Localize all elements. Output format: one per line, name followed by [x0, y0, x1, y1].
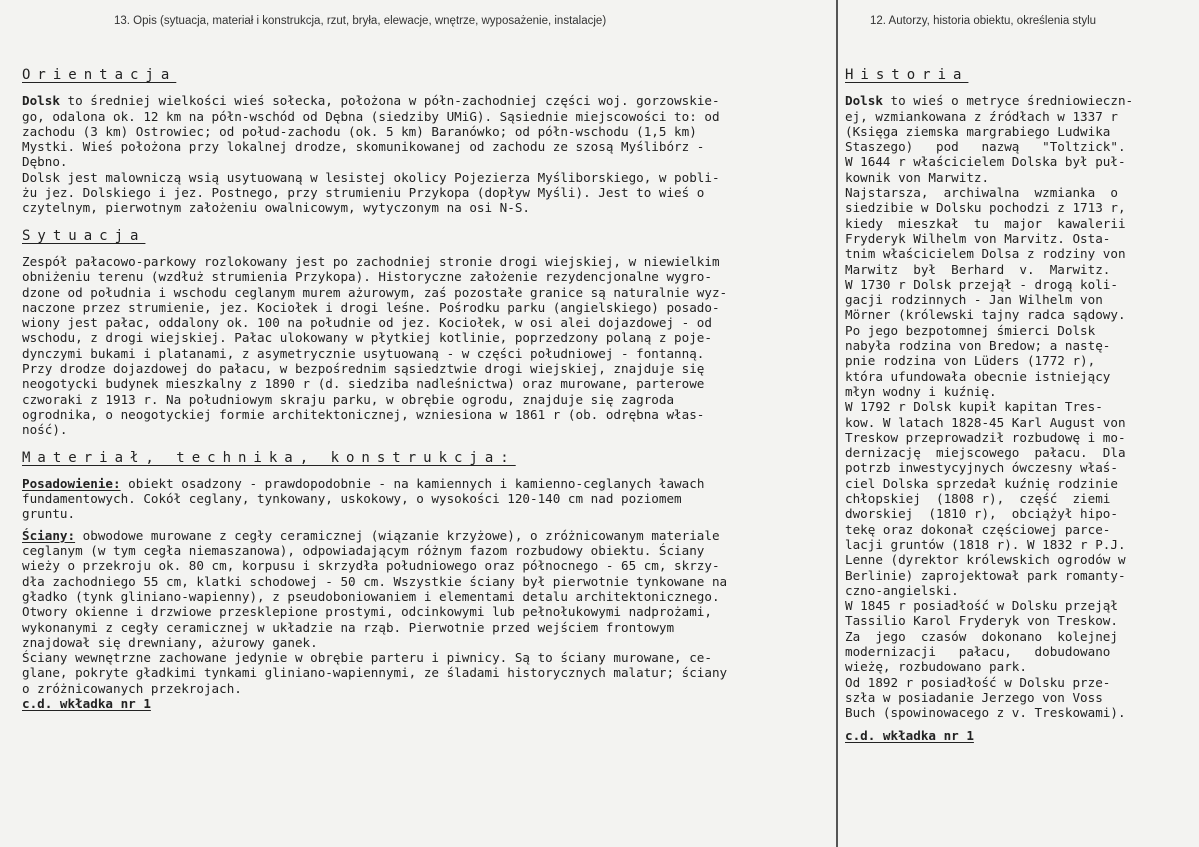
historia-text [845, 93, 1175, 720]
orientacja-line-text: czytelnym, pierwotnym założeniu owalnicowym, wytyczonym na osi N-S. [22, 200, 530, 216]
sytuacja-line: naczone przez strumienie, jez. Kociołek i drogi leśne. Pośrodku parku (angielskiego) posado- [22, 299, 720, 315]
historia-line: Fryderyk Wilhelm von Marvitz. Osta- [845, 230, 1111, 246]
sciany-line: wykonanymi z cegły ceramicznej w układzie na rząb. Pierwotnie przed wejściem frontowym [22, 619, 675, 635]
orientacja-line-text: go, odalona ok. 12 km na półn-wschód od Dębna (siedziby UMiG). Sąsiednie miejscowości to: od [22, 108, 720, 124]
historia-line: młyn wodny i kuźnię. [845, 383, 997, 399]
sciany-line: dła zachodniego 55 cm, klatki schodowej - 50 cm. Wszystkie ściany był pierwotnie tynkowane na [22, 573, 728, 589]
historia-line: Buch (spowinowacego z v. Treskowami). [845, 705, 1126, 721]
sytuacja-line: Zespół pałacowo-parkowy rozlokowany jest po zachodniej stronie drogi wiejskiej, w niewielkim [22, 253, 720, 269]
historia-line: Mörner (królewski tajny radca sądowy. [845, 307, 1126, 323]
orientacja-line [22, 93, 822, 108]
sytuacja-line: ogrodnika, o neogotyckiej formie architektonicznej, wzniesiona w 1861 r (ob. odrębna włas- [22, 406, 705, 422]
right-column-header: 12. Autorzy, historia obiektu, określenia stylu [870, 15, 1097, 27]
sciany-line: glane, pokryte gładkimi tynkami gliniano-wapiennymi, ze śladami historycznych malatur; ściany [22, 665, 728, 681]
historia-heading: Historia [845, 67, 969, 83]
posadowienie-section [22, 476, 822, 522]
historia-line: Za jego czasów dokonano kolejnej [845, 628, 1118, 644]
sciany-line: gładko (tynk gliniano-wapienny), z pseudoboniowaniem i elementami detalu architektonicznego. [22, 588, 720, 604]
orientacja-line [22, 200, 822, 215]
orientacja-line-text: Dolsk jest malowniczą wsią usytuowaną w lesistej okolicy Pojezierza Myśliborskiego, w pobli- [22, 169, 720, 185]
historia-line: W 1792 r Dolsk kupił kapitan Tres- [845, 399, 1103, 415]
historia-line: która ufundowała obecnie istniejący [845, 368, 1111, 384]
orientacja-line [22, 170, 822, 185]
historia-line: Tassilio Karol Fryderyk von Treskow. [845, 613, 1118, 629]
historia-line: chłopskiej (1808 r), część ziemi [845, 491, 1111, 507]
historia-line: tekę oraz dokonał częściowej parce- [845, 521, 1111, 537]
orientacja-line-text: to średniej wielkości wieś sołecka, położona w półn-zachodniej części woj. gorzowskie- [59, 93, 720, 109]
sciany-line: znajdował się drewniany, ażurowy ganek. [22, 634, 318, 650]
historia-line: W 1644 r właścicielem Dolska był puł- [845, 154, 1126, 170]
historia-line: modernizacji pałacu, dobudowano [845, 643, 1111, 659]
historia-line: czno-angielski. [845, 582, 959, 598]
right-column [845, 68, 1175, 744]
sciany-label: Ściany: [22, 527, 76, 543]
orientacja-line [22, 139, 822, 154]
historia-line: Staszego) pod nazwą "Toltzick". [845, 139, 1126, 155]
sciany-line: Otwory okienne i drzwiowe przesklepione prostymi, odcinkowymi lub pełnołukowymi nadprożami, [22, 604, 712, 620]
historia-line: ciel Dolska sprzedał kuźnię rodzinie [845, 475, 1118, 491]
historia-line: (Księga ziemska margrabiego Ludwika [845, 123, 1111, 139]
orientacja-line-text: Dębno. [22, 154, 68, 170]
historia-lead-word: Dolsk [845, 93, 883, 109]
historia-line: dernizację miejscowego pałacu. Dla [845, 445, 1126, 461]
column-divider [836, 0, 838, 847]
left-column [22, 68, 822, 711]
orientacja-text [22, 93, 822, 215]
historia-line: wieżę, rozbudowano park. [845, 659, 1027, 675]
historia-line: tnim właścicielem Dolsa z rodziny von [845, 246, 1126, 262]
orientacja-lead-word: Dolsk [22, 93, 60, 109]
orientacja-line [22, 154, 822, 169]
sytuacja-line: neogotycki budynek mieszkalny z 1890 r (d. siedziba nadleśnictwa) oraz murowane, parterowe [22, 376, 705, 392]
continued-note-right: c.d. wkładka nr 1 [845, 728, 974, 744]
historia-line: Berlinie) zaprojektował park romanty- [845, 567, 1126, 583]
sciany-line: wieży o przekroju ok. 80 cm, korpusu i skrzydła południowego oraz północnego - 65 cm, skrzy- [22, 558, 720, 574]
sytuacja-text [22, 254, 822, 438]
posadowienie-line: fundamentowych. Cokół ceglany, tynkowany, uskokowy, o wysokości 120-140 cm nad poziomem [22, 491, 682, 507]
sytuacja-line: czworaki z 1913 r. Na południowym skraju parku, w obrębie ogrodu, znajduje się zagroda [22, 391, 675, 407]
sytuacja-line: dzone od południa i wschodu ceglanym murem ażurowym, zaś pozostałe granice są naturalnie wyz- [22, 284, 728, 300]
left-column-header: 13. Opis (sytuacja, materiał i konstrukcja, rzut, bryła, elewacje, wnętrze, wyposażenie, instalacje) [114, 15, 607, 27]
historia-line: kiedy mieszkał tu major kawalerii [845, 215, 1126, 231]
historia-line: Najstarsza, archiwalna wzmianka o [845, 185, 1118, 201]
posadowienie-label: Posadowienie: [22, 475, 121, 491]
historia-line: W 1845 r posiadłość w Dolsku przejął [845, 598, 1118, 614]
orientacja-line-text: żu jez. Dolskiego i jez. Postnego, przy strumieniu Przykopa (dopływ Myśli). Jest to wieś o [22, 185, 705, 201]
sciany-line: ceglanym (w tym cegła niemaszanowa), odpowiadającym różnym fazom rozbudowy obiektu. Ściany [22, 543, 705, 559]
posadowienie-line: obiekt osadzony - prawdopodobnie - na kamiennych i kamienno-ceglanych ławach [120, 475, 705, 491]
historia-line: Po jego bezpotomnej śmierci Dolsk [845, 322, 1096, 338]
historia-line-first: Dolsk to wieś o metryce średniowieczn- [845, 93, 1134, 109]
historia-line: Lenne (dyrektor królewskich ogrodów w [845, 552, 1126, 568]
sytuacja-line: Przy drodze dojazdowej do pałacu, w bezpośrednim sąsiedztwie drogi wiejskiej, znajduje się [22, 361, 705, 377]
sciany-line: Ściany wewnętrzne zachowane jedynie w obrębie parteru i piwnicy. Są to ściany murowane, ce- [22, 650, 712, 666]
historia-line: siedzibie w Dolsku pochodzi z 1713 r, [845, 200, 1126, 216]
historia-line: gacji rodzinnych - Jan Wilhelm von [845, 292, 1103, 308]
historia-line: potrzb inwestycyjnych ówczesny właś- [845, 460, 1118, 476]
historia-line: Od 1892 r posiadłość w Dolsku prze- [845, 674, 1111, 690]
historia-line: Marwitz był Berhard v. Marwitz. [845, 261, 1111, 277]
sytuacja-heading: Sytuacja [22, 227, 146, 244]
sytuacja-line: dynczymi bukami i platanami, z asymetrycznie usytuowaną - w części południowej - fontanną. [22, 345, 705, 361]
historia-line: kownik von Marwitz. [845, 169, 990, 185]
historia-line: W 1730 r Dolsk przejął - drogą koli- [845, 276, 1118, 292]
historia-line: szła w posiadanie Jerzego von Voss [845, 689, 1103, 705]
sytuacja-line: obniżeniu terenu (wzdłuż strumienia Przykopa). Historyczne założenie rezydencjonalne wygro- [22, 269, 712, 285]
posadowienie-line: gruntu. [22, 506, 76, 522]
orientacja-line-text: zachodu (3 km) Ostrowiec; od połud-zachodu (ok. 5 km) Baranówko; od półn-wschodu (1,5 km) [22, 123, 697, 139]
historia-line: ej, wzmiankowana z źródłach w 1337 r [845, 108, 1118, 124]
sytuacja-line: wiony jest pałac, oddalony ok. 100 na południe od jez. Kociołek, w osi alei dojazdowej - od [22, 315, 712, 331]
sytuacja-line: wschodu, z drogi wiejskiej. Pałac ulokowany w płytkiej kotlinie, poprzedzony polaną z poje- [22, 330, 712, 346]
historia-line: lacji gruntów (1818 r). W 1832 r P.J. [845, 536, 1126, 552]
historia-line: Treskow przeprowadził rozbudowę i mo- [845, 429, 1126, 445]
historia-line: pnie rodzina von Lüders (1772 r), [845, 353, 1096, 369]
orientacja-line-text: Mystki. Wieś położona przy lokalnej drodze, skomunikowanej od zachodu ze szosą Myślibórz - [22, 139, 705, 155]
sciany-section [22, 528, 822, 696]
historia-line: nabyła rodzina von Bredow; a nastę- [845, 338, 1111, 354]
orientacja-line [22, 185, 822, 200]
historia-line: dworskiej (1810 r), obciążył hipo- [845, 506, 1118, 522]
continued-note-left: c.d. wkładka nr 1 [22, 695, 151, 711]
sciany-line: obwodowe murowane z cegły ceramicznej (wiązanie krzyżowe), o zróżnicowanym materiale [75, 527, 720, 543]
sciany-line: o zróżnicowanych przekrojach. [22, 680, 242, 696]
historia-line: kow. W latach 1828-45 Karl August von [845, 414, 1126, 430]
orientacja-heading: Orientacja [22, 67, 177, 83]
material-heading: Materiał, technika, konstrukcja: [22, 449, 516, 466]
orientacja-line [22, 124, 822, 139]
sytuacja-line: ność). [22, 422, 68, 438]
orientacja-line [22, 109, 822, 124]
